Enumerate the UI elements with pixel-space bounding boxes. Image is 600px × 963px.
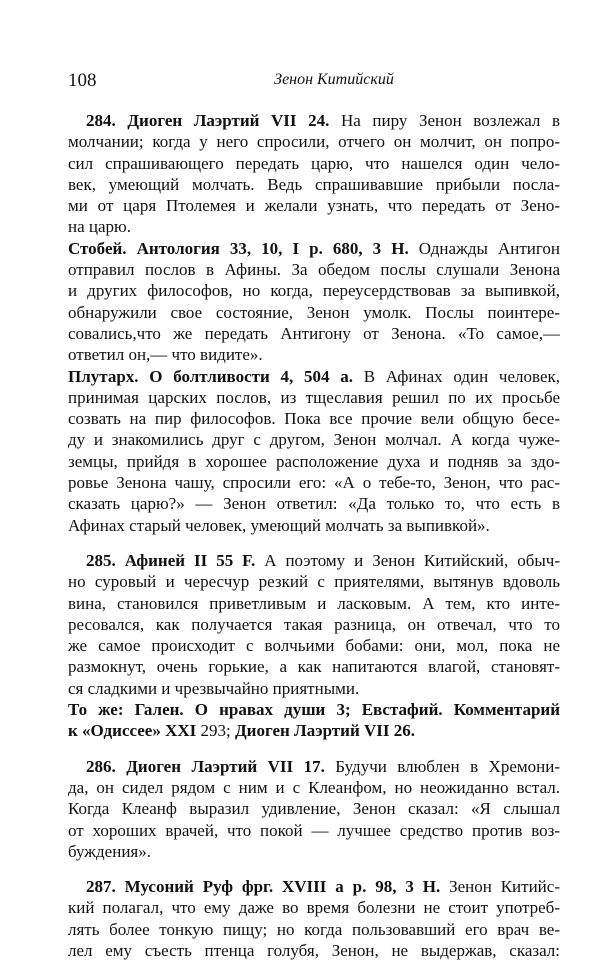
text-span: 293; xyxy=(196,721,235,741)
text-line xyxy=(68,472,560,493)
text-span: буждения». xyxy=(68,841,151,861)
text-line xyxy=(68,678,560,699)
section-gap xyxy=(68,742,560,756)
text-line xyxy=(68,238,560,259)
text-span: вина, становился приветливым и ласковым. А тем, кто инте- xyxy=(68,593,560,613)
text-span: но суровый и чересчур резкий с приятелями, вытянув вдоволь xyxy=(68,572,560,592)
text-line xyxy=(68,302,560,323)
section-gap xyxy=(68,862,560,876)
text-span: лять более тонкую пищу; но когда пользовавший его врач ве- xyxy=(68,919,560,939)
text-span: созвать на пир философов. Пока все прочие вели общую бесе- xyxy=(68,409,560,429)
text-line xyxy=(68,110,560,131)
text-line xyxy=(68,550,560,571)
page-body xyxy=(68,110,560,961)
crossref-line xyxy=(68,699,560,720)
text-line xyxy=(68,195,560,216)
text-line xyxy=(68,366,560,387)
text-line xyxy=(68,777,560,798)
text-line xyxy=(68,756,560,777)
source-reference: 284. Диоген Лаэртий VII 24. xyxy=(86,111,330,130)
text-line xyxy=(68,408,560,429)
text-span: Афинах старый человек, умеющий молчать за выпивкой». xyxy=(68,515,490,535)
text-line xyxy=(68,131,560,152)
source-reference: Плутарх. О болтливости 4, 504 a. xyxy=(68,366,353,386)
text-span: же самое происходит с волчьими бобами: они, мол, пока не xyxy=(68,636,560,656)
text-line xyxy=(68,571,560,592)
text-line xyxy=(68,323,560,344)
text-span: от хороших врачей, что покой — лучшее средство против воз- xyxy=(68,820,560,840)
text-span: принимая царских послов, из тщеславия решил по их просьбе xyxy=(68,387,560,407)
text-span: ся сладкими и чрезвычайно приятными. xyxy=(68,678,360,698)
text-line xyxy=(68,919,560,940)
text-line xyxy=(68,515,560,536)
text-line xyxy=(68,798,560,819)
text-line xyxy=(68,451,560,472)
text-span: ми от царя Птолемея и желали узнать, что передать от Зено- xyxy=(68,196,560,216)
text-span: размокнут, очень горькие, а как напитаются влагой, становят- xyxy=(68,657,560,677)
parallel-stobaeus xyxy=(68,238,560,366)
fragment-287 xyxy=(68,876,560,961)
text-span: Когда Клеанф выразил удивление, Зенон сказал: «Я слышал xyxy=(68,799,560,819)
text-line xyxy=(68,820,560,841)
source-reference: 285. Афиней II 55 F. xyxy=(86,550,256,570)
text-span: на царю. xyxy=(68,217,131,237)
running-title: Зенон Китийский xyxy=(274,71,394,88)
text-line xyxy=(68,940,560,961)
text-span: Зенон Китийс- xyxy=(440,877,560,897)
text-span: сил спрашивающего передать царю, что нашелся один чело- xyxy=(68,153,560,173)
fragment-285 xyxy=(68,550,560,742)
text-line xyxy=(68,429,560,450)
section-gap xyxy=(68,536,560,550)
source-reference: 286. Диоген Лаэртий VII 17. xyxy=(86,756,325,776)
page-header xyxy=(68,70,560,92)
text-span: молчании; когда у него спросили, отчего он молчит, он попро- xyxy=(68,132,560,152)
text-line xyxy=(68,280,560,301)
text-line xyxy=(68,259,560,280)
text-span: ровье Зенона чашу, спросили его: «А о тебе-то, Зенон, что рас- xyxy=(68,473,560,493)
text-span: и других философов, но когда, переусердствовав за выпивкой, xyxy=(68,281,560,301)
text-span: совались,что же передать Антигону от Зенона. «То самое,— xyxy=(68,323,560,343)
text-line xyxy=(68,387,560,408)
text-span: да, он сидел рядом с ним и с Клеанфом, но неожиданно встал. xyxy=(68,777,560,797)
text-line xyxy=(68,614,560,635)
parallel-plutarch xyxy=(68,366,560,536)
text-span: лел ему съесть птенца голубя, Зенон, не выдержав, сказал: xyxy=(68,940,560,960)
text-line xyxy=(68,493,560,514)
text-line xyxy=(68,656,560,677)
text-span: Однажды Антигон xyxy=(408,238,560,258)
source-reference: Диоген Лаэртий VII 26. xyxy=(234,721,416,741)
text-span: На пиру Зенон возлежал в xyxy=(329,111,560,130)
text-span: сказать царю?» — Зенон ответил: «Да только то, что есть в xyxy=(68,494,560,514)
text-span: отправил послов в Афины. За обедом послы слушали Зенона xyxy=(68,260,560,280)
text-line xyxy=(68,153,560,174)
text-span: ресовался, как получается такая разница, он отвечал, что то xyxy=(68,614,560,634)
fragment-286 xyxy=(68,756,560,862)
text-span: ду и знакомились друг с другом, Зенон молчал. А когда чуже- xyxy=(68,430,560,450)
fragment-284 xyxy=(68,110,560,238)
book-page xyxy=(68,0,560,963)
text-line xyxy=(68,897,560,918)
source-reference: к «Одиссее» XXI xyxy=(68,721,197,741)
text-span: ответил он,— что видите». xyxy=(68,345,263,365)
text-line xyxy=(68,344,560,365)
source-reference: Стобей. Антология 33, 10, I p. 680, 3 H. xyxy=(68,238,409,258)
text-span: В Афинах один человек, xyxy=(352,366,560,386)
text-span: А поэтому и Зенон Китийский, обыч- xyxy=(255,550,560,570)
text-line xyxy=(68,876,560,897)
text-span: век, умеющий молчать. Ведь спрашивавшие прибыли посла- xyxy=(68,174,560,194)
text-line xyxy=(68,841,560,862)
text-line xyxy=(68,216,560,237)
crossref-line xyxy=(68,720,560,741)
text-span: земцы, прийдя в хорошее расположение духа и подняв за здо- xyxy=(68,451,560,471)
text-span: обнаружили свое состояние, Зенон умолк. Послы поинтере- xyxy=(68,302,560,322)
text-line xyxy=(68,174,560,195)
text-line xyxy=(68,593,560,614)
text-span: Будучи влюблен в Хремони- xyxy=(324,756,560,776)
page-number: 108 xyxy=(68,70,97,91)
source-reference: То же: Гален. О нравах души 3; Евстафий. Комментарий xyxy=(68,700,560,720)
text-span: кий полагал, что ему даже во время болезни не стоит употреб- xyxy=(68,898,560,918)
text-line xyxy=(68,635,560,656)
source-reference: 287. Мусоний Руф фрг. XVIII a p. 98, 3 H. xyxy=(86,877,441,897)
